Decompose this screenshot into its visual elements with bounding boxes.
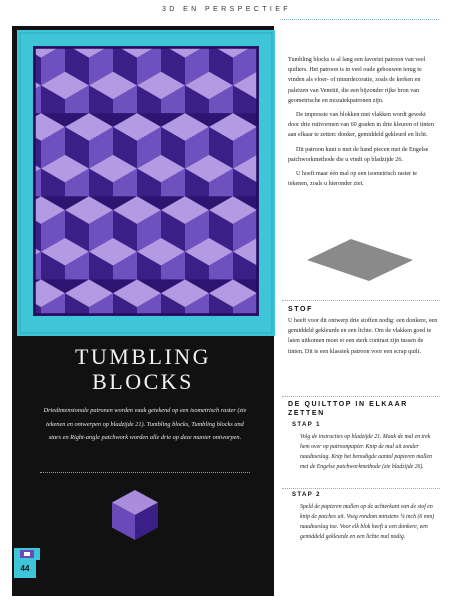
stof-heading: STOF xyxy=(288,306,313,313)
assembly-heading-line1: DE QUILTTOP IN ELKAAR xyxy=(288,401,408,408)
stof-text: U heeft voor dit ontwerp drie stoffen nodig: een donkere, een gemiddeld gekleurde en een lichte. Om de vlakken goed te laten uitkomen moet er een sterk contrast zijn tussen de tinten. Dit is een klassiek patroon voor een scrap quilt. xyxy=(288,318,438,355)
page-header xyxy=(0,0,453,26)
stof-rule xyxy=(282,300,440,301)
step2-rule xyxy=(282,488,440,489)
page-number: 44 xyxy=(14,560,36,578)
step2-label: STAP 2 xyxy=(292,492,321,498)
intro-paragraph-1: Tumbling blocks is al lang een favoriet patroon van veel quilters. Het patroon is in veel oude gebouwen terug te vinden als vloer- of muurdecoratie, zoals de kerken en paleizen van Venetië, die een bijzonder rijke bron van geometrische en mozaïekpatronen zijn. xyxy=(288,57,426,104)
section-title: 3D EN PERSPECTIEF xyxy=(162,6,291,13)
intro-paragraph-2: De impressie van blokken met vlakken wordt gewekt door drie ruitvormen van 60 graden in drie kleuren of tinten aan elkaar te zetten: donker, gemiddeld gekleurd en licht. xyxy=(288,112,434,139)
intro-paragraph-3: Dit patroon kunt u met de hand piecen met de Engelse patchworkmethode die u vindt op bladzijde 26. xyxy=(288,146,429,163)
intro-paragraph-4: U hoeft maar één mal op een isometrisch raster te tekenen, zoals u hieronder ziet. xyxy=(288,171,417,188)
intro-text xyxy=(288,55,438,193)
step1-label: STAP 1 xyxy=(292,422,321,428)
feature-title-line1: TUMBLING xyxy=(74,344,212,369)
assembly-heading-line2: ZETTEN xyxy=(288,410,325,417)
cube-illustration xyxy=(112,490,158,540)
assembly-rule xyxy=(282,396,440,397)
photo-caption: Driedimensionale patronen worden vaak getekend op een isometrisch raster (zie tekenen en ontwerpen op bladzijde 21). Tumbling blocks, Tumbling blocks and stars en Right-angle patchwork worden alle drie op deze manier ontworpen. xyxy=(43,407,247,442)
quilt-illustration xyxy=(17,30,275,336)
feature-title-line2: BLOCKS xyxy=(92,369,194,394)
diamond-template-illustration xyxy=(305,239,415,281)
header-rule xyxy=(280,19,439,20)
quilt-photo xyxy=(17,30,275,336)
caption-rule xyxy=(40,472,250,473)
step1-text: Volg de instructies op bladzijde 21. Maak de mal en trek hem over op patroonpapier. Knip de mal uit zonder naadtoeslag. Knip het benodigde aantal papieren mallen met de Engelse patchworkmethode (zie bladzijde 26). xyxy=(300,434,432,470)
corner-block-icon xyxy=(14,548,40,560)
step2-text: Speld de papieren mallen op de achterkant van de stof en knip de patches uit. Voeg rondom minstens ¼ inch (6 mm) naadtoeslag toe. Voor elk blok heeft u een donkere, een gemiddeld gekleurde en een lichte mal nodig. xyxy=(300,504,435,540)
